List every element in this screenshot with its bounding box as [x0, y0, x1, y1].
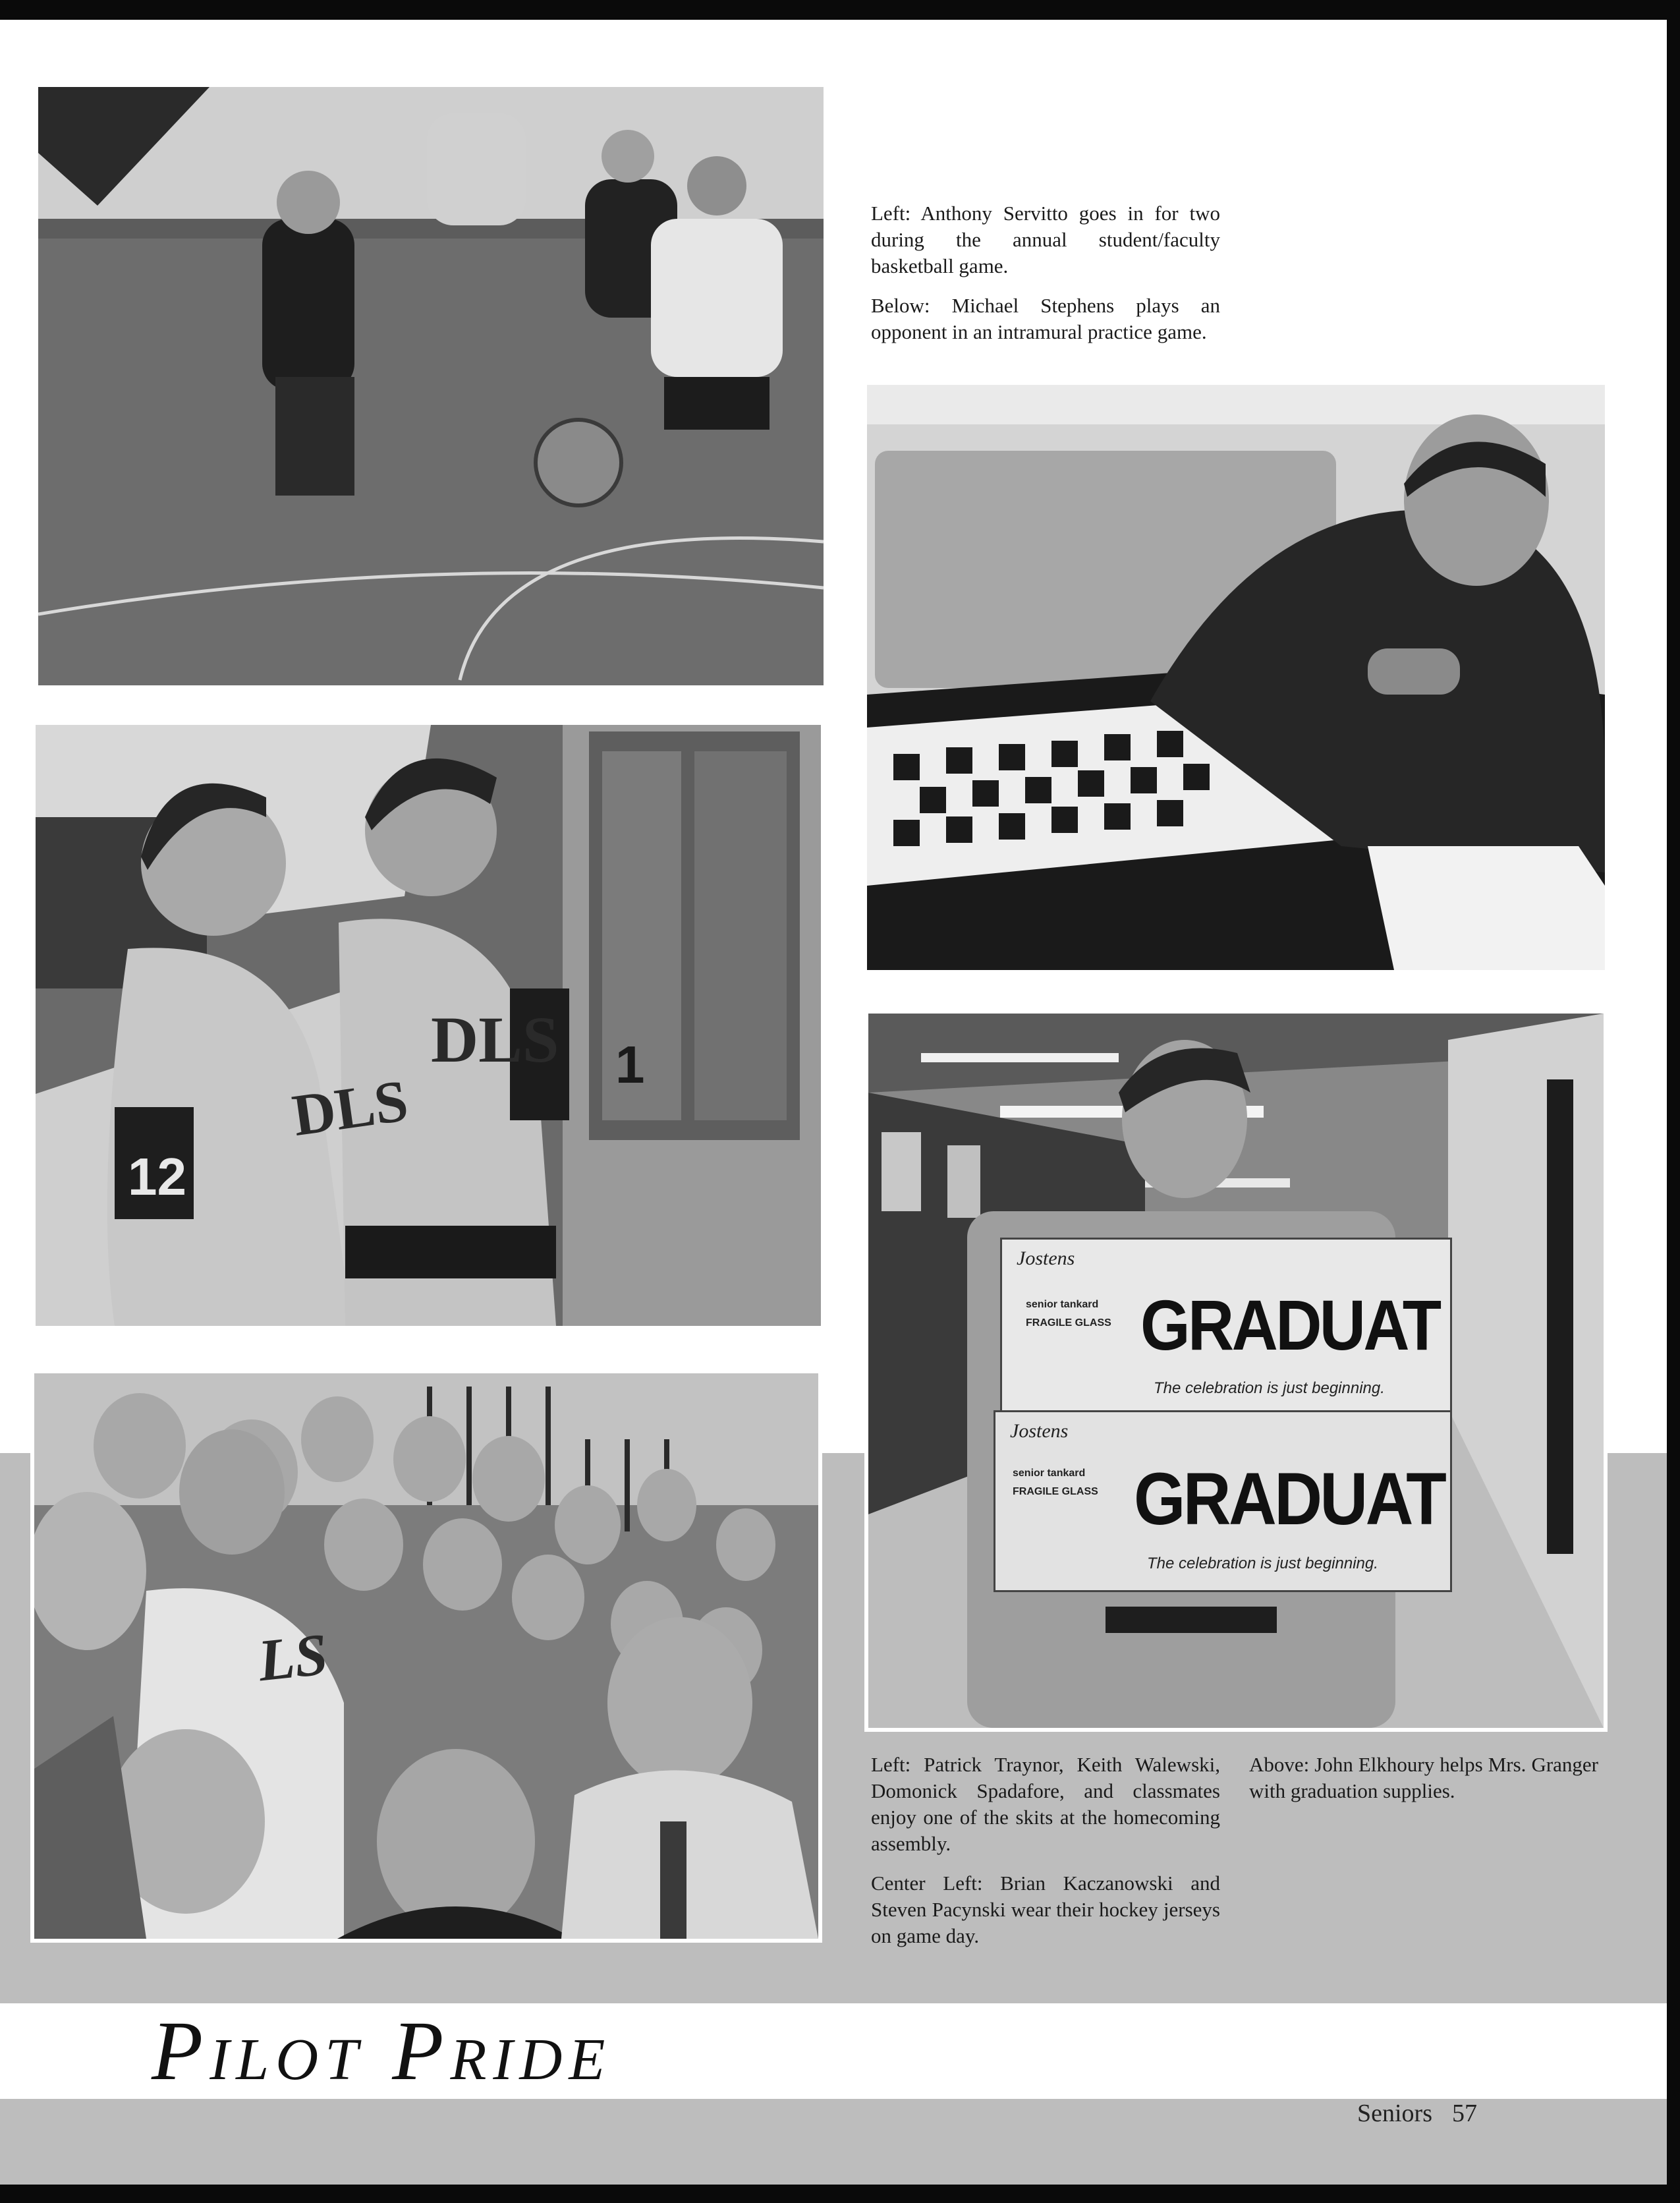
photo-homecoming-assembly [34, 1373, 818, 1939]
hockey-jersey-number-left: 12 [128, 1147, 186, 1206]
hockey-jersey-number-right: 1 [615, 1035, 645, 1094]
box-word-bottom: GRADUAT [1134, 1458, 1445, 1540]
caption-top-right [871, 200, 1220, 358]
caption-assembly: Left: Patrick Traynor, Keith Walewski, Domonick Spadafore, and classmates enjoy one of the skits at the homecoming assembly. [871, 1753, 1220, 1855]
page-title-text: Pilot Pride [152, 2004, 612, 2098]
photo-hockey-jerseys [36, 725, 821, 1326]
box-product-line-1-bottom: senior tankard [1013, 1468, 1086, 1479]
caption-hockey: Center Left: Brian Kaczanowski and Steven Pacynski wear their hockey jerseys on game day. [871, 1872, 1220, 1947]
photo-chess-game [867, 385, 1605, 970]
box-brand-top: Jostens [1017, 1247, 1075, 1269]
page-border-bottom [0, 2185, 1680, 2203]
page-title [152, 2004, 1272, 2098]
assembly-shirt-logo: LS [255, 1621, 331, 1694]
hockey-jersey-logo-left: DLS [288, 1068, 412, 1149]
box-product-line-2-bottom: FRAGILE GLASS [1013, 1486, 1098, 1497]
graduation-box-bottom [994, 1410, 1452, 1592]
graduation-box-top [1000, 1238, 1452, 1414]
box-product-line-1-top: senior tankard [1026, 1299, 1099, 1310]
photo-basketball-game [38, 87, 824, 685]
box-brand-bottom: Jostens [1010, 1420, 1069, 1442]
hockey-jersey-logo-right: DLS [431, 1003, 559, 1076]
box-product-line-2-top: FRAGILE GLASS [1026, 1317, 1111, 1329]
caption-bottom-left [871, 1752, 1220, 1962]
page-number: 57 [1452, 2100, 1477, 2127]
box-tagline-top: The celebration is just beginning. [1154, 1379, 1385, 1397]
section-name: Seniors [1357, 2100, 1432, 2127]
caption-graduation: Above: John Elkhoury helps Mrs. Granger with graduation supplies. [1249, 1753, 1598, 1802]
page-folio [1357, 2097, 1555, 2130]
caption-bottom-right [1249, 1752, 1598, 1817]
page-border-top [0, 0, 1680, 20]
page-border-right [1667, 0, 1680, 2203]
photo-graduation-supplies [868, 1014, 1604, 1728]
box-tagline-bottom: The celebration is just beginning. [1147, 1555, 1378, 1572]
caption-basketball: Left: Anthony Servitto goes in for two during the annual student/faculty basketball game. [871, 202, 1220, 277]
box-word-top: GRADUAT [1140, 1285, 1440, 1365]
caption-chess: Below: Michael Stephens plays an opponent in an intramural practice game. [871, 294, 1220, 343]
